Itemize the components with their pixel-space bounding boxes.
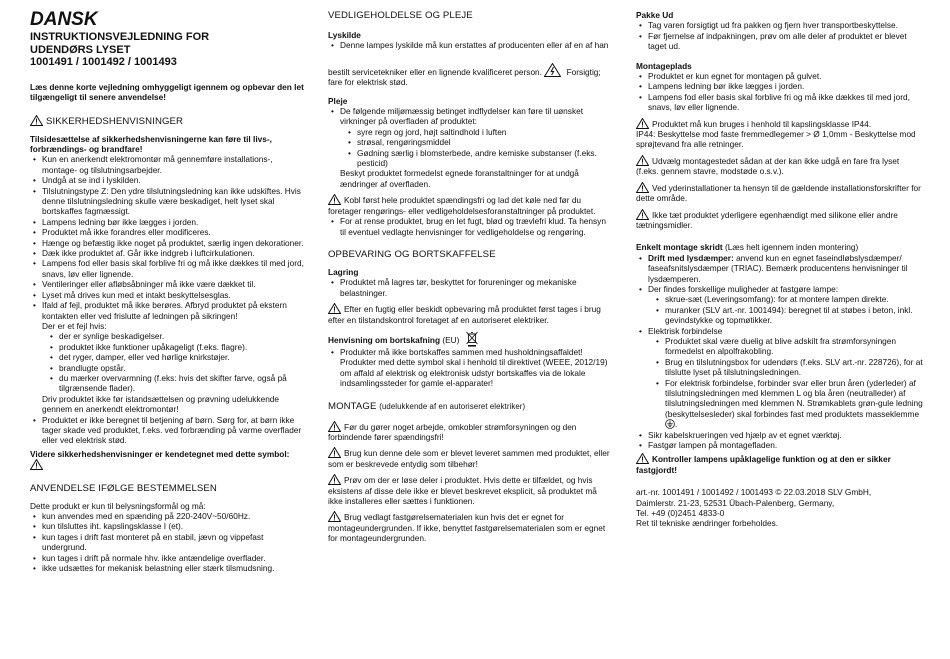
- list-item: • Produktet må ikke forandres eller modificeres.: [42, 227, 305, 237]
- silicone-note: Ikke tæt produktet yderligere egenhændigt med silikone eller andre tætningsmidler.: [636, 209, 898, 230]
- list-item: • Lampens ledning bør ikke lægges i jorden.: [648, 81, 924, 91]
- list-item: • Dæk ikke produktet af. Går ikke indgreb i luftcirkulationen.: [42, 248, 305, 258]
- warning-icon: [30, 459, 43, 470]
- safety-heading: SIKKERHEDSHENVISNINGER: [30, 115, 305, 128]
- storage-list: [328, 277, 610, 298]
- check-note: Kontroller lampens upåklagelige funktion og at den er sikker fastgjordt!: [636, 454, 891, 475]
- safety-lead: Tilsidesættelse af sikkerhedshenvisningerne kan føre til livs-, forbrændings- og brandfare!: [30, 133, 272, 154]
- storage-heading: OPBEVARING OG BORTSKAFFELSE: [328, 248, 496, 260]
- lightsource-list: [328, 40, 610, 50]
- list-item: • kun tages i drift på normale hhv. ikke antændelige overflader.: [42, 553, 305, 563]
- sub-item: • muranker (SLV art.-nr. 1001494): beregnet til at støbes i beton, inkl. gevindstykke og topmøtikker.: [665, 305, 924, 326]
- list-item: • Kun en anerkendt elektromontør må gennemføre installations-, montage- og tilslutningsarbejder.: [42, 154, 305, 175]
- document-title: [30, 31, 305, 69]
- list-item: • Lampens ledning bør ikke lægges i jorden.: [42, 217, 305, 227]
- cool-note: Kobl først hele produktet spændingsfri og lad det køle ned før du foretager rengørings- eller vedligeholdelsesforanstaltninger på produktet.: [328, 195, 596, 216]
- assembly-note: Før du gører noget arbejde, omkobler strømforsyningen og den forbindende fører spændingsfri!: [328, 421, 577, 442]
- warning-icon: [30, 115, 43, 126]
- warning-icon: [328, 194, 341, 205]
- footer-line: Daimlerstr. 21-23, 52531 Übach-Palenberg, Germany,: [636, 497, 835, 508]
- maintenance-heading: VEDLIGEHOLDELSE OG PLEJE: [328, 10, 473, 21]
- intro-text: Læs denne korte vejledning omhyggeligt igennem og opbevar den let tilgængeligt til senere anvendelse!: [30, 81, 304, 103]
- care-sublist: [344, 127, 610, 169]
- clean-list: [328, 216, 610, 237]
- warning-icon: [328, 511, 341, 522]
- warning-icon: [328, 303, 341, 314]
- list-item: • Lampens fod eller basis skal forblive fri og må ikke dækkes til med jord, snavs, løv eller lignende.: [648, 92, 924, 113]
- list-item: • Lampens fod eller basis skal forblive fri og må ikke dækkes til med jord, snavs, løv eller lignende.: [42, 258, 305, 279]
- list-item: • Lyset må drives kun med et intakt beskyttelsesglas.: [42, 290, 305, 300]
- sub-item: • syre regn og jord, højt saltindhold i luften: [357, 127, 610, 137]
- assembly-note: Prøv om der er løse deler i produktet. Hvis dette er tilfældet, og hvis eksistens af disse dele ikke er blevet beskrevet eksplicit, så produktet må ikke installeres eller sættes i funktionen.: [328, 475, 597, 506]
- list-item: • kun tages i drift fast monteret på en stabil, jævn og vippefast undergrund.: [42, 532, 305, 553]
- connection-sublist: [652, 336, 924, 430]
- list-item: • Drift med lysdæmper: anvend kun en egnet faseindløbslysdæmper/ faseafsnitslysdæmper (TRIAC). Bemærk producentens henvisninger til lysdæmperen.: [648, 253, 924, 284]
- list-item: • Tag varen forsigtigt ud fra pakken og fjern hver transportbeskyttelse.: [648, 20, 924, 30]
- sub-item: • For elektrisk forbindelse, forbinder svar eller brun åren (yderleder) af tilslutningsledningen med klemmen L og bla åren (neutralleder) af tilslutningsledningen med klemmen N. Strømkablets grøn-gule ledning (beskyttelsesleder) skal forbindes fast med produktets masseklemme .: [665, 378, 924, 430]
- care-list: [328, 106, 610, 189]
- list-item-damage: • Ifald af fejl, produktet må ikke berøres. Afbryd produktet på ekstern kontakten eller ved frislutte af ledningen på sikringen! Der er et fejl hvis: • der er synlige beskadigelser. • produktet ikke funktioner upåkageligt (f.eks. flagre). • det ryger, damper, eller ved hørlige knirkstøjer. • brandlugte opstår. • du mærker overvarmning (f.eks: hvis det skifter farve, også på tilgrænsende flader). Driv produktet ikke før istandsættelsen og prøvning udelukkende gennem en anerkendt elektromontør!: [42, 300, 305, 414]
- list-item: • ikke udsættes for mekanisk belastning eller stærk tilsmudsning.: [42, 563, 305, 573]
- warning-icon: [328, 474, 341, 485]
- list-item: • Elektrisk forbindelse • Produktet skal være duelig at blive adskilt fra strømforsyningen formedelst en alpolfrakobling. • Brug en tilslutningsbox for udendørs (f.eks. SLV art.-nr. 228726), for at tilslutte lyset på tilslutningsledningen. • For elektrisk forbindelse, forbinder svar eller brun åren (yderleder) af tilslutningsledningen med klemmen L og bla åren (neutralleder) af tilslutningsledningen med klemmen N. Strømkablets grøn-gule ledning (beskyttelsesleder) skal forbindes fast med produktets masseklemme .: [648, 326, 924, 430]
- warning-icon: [328, 421, 341, 432]
- care-heading: Pleje: [328, 95, 348, 106]
- usage-heading: ANVENDELSE IFØLGE BESTEMMELSEN: [30, 482, 217, 494]
- assembly-note: Brug kun denne dele som er blevet leveret sammen med produktet, eller som er beskrevede entydig som tilbehør!: [328, 448, 610, 469]
- list-item: • Produktet er kun egnet for montagen på gulvet.: [648, 71, 924, 81]
- disposal-list: [328, 347, 610, 389]
- ip-note: Produktet må kun bruges i henhold til kapslingsklasse IP44.: [636, 118, 924, 129]
- lightsource-continued: bestilt servicetekniker eller en lignende kvalificeret person. Forsigtig; fare for elektrisk stød.: [328, 63, 610, 88]
- list-item: • Hænge og befæstig ikke noget på produktet, særlig ingen dekorationer.: [42, 238, 305, 248]
- list-item: • Før fjernelse af indpakningen, prøv om alle deler af produktet er blevet taget ud.: [648, 31, 924, 52]
- electric-shock-icon: [544, 63, 561, 77]
- storage-subheading: Lagring: [328, 266, 359, 277]
- ground-note: Udvælg montagestedet sådan at der kan ikke udgå en fare fra lyset (f.eks. gennem stavre, modstøde o.s.v.).: [636, 155, 900, 177]
- list-item: • kun tilsluttes iht. kapslingsklasse I (et).: [42, 521, 305, 531]
- symbol-note: Videre sikkerhedshenvisninger er kendetegnet med dette symbol:: [30, 449, 305, 471]
- list-item: • Undgå at se ind i lyskilden.: [42, 175, 305, 185]
- sub-item: • det ryger, damper, eller ved hørlige knirkstøjer.: [59, 352, 305, 362]
- sub-item: • skrue-sæt (Leveringsomfang): for at montere lampen direkte.: [665, 294, 924, 304]
- damage-sublist: [46, 331, 305, 393]
- sub-item: • Brug en tilslutningsbox for udendørs (f.eks. SLV art.-nr. 228726), for at tilslutte lyset på tilslutningsledningen.: [665, 357, 924, 378]
- crossed-bin-icon: [465, 331, 479, 347]
- sub-item: • strøsal, rengøringsmiddel: [357, 137, 610, 147]
- warning-icon: [636, 182, 649, 193]
- unpack-list: [636, 20, 924, 51]
- safety-list: [30, 154, 305, 445]
- title-line-1: INSTRUKTIONSVEJLEDNING FOR: [30, 31, 210, 43]
- column-3: [636, 10, 924, 529]
- fixing-sublist: [652, 294, 924, 325]
- list-item: • Sikr kabelskrueringen ved hjælp av et egnet værktøj.: [648, 430, 924, 440]
- location-heading: Montageplads: [636, 60, 692, 71]
- list-item: • Tilslutningstype Z: Den ydre tilslutningsledning kan ikke udskiftes. Hvis denne tilslutningsledning skulle være beskadiget, helt lyset skal bortskaffes fagmæssigt.: [42, 186, 305, 217]
- list-item: • Produkter må ikke bortskaffes sammen med husholdningsaffaldet! Produkter med dette symbol skal i henhold til direktivet (WEEE, 2012/19) om affald af elektrisk og elektronisk udstyr bortskaffes via de lokale indsamlingssteder for gamle el-apparater!: [340, 347, 610, 389]
- warning-icon: [328, 447, 341, 458]
- list-item: • Denne lampes lyskilde må kun erstattes af producenten eller af en af han: [340, 40, 610, 50]
- steps-list: [636, 253, 924, 451]
- location-list: [636, 71, 924, 113]
- storage-note: Efter en fugtig eller beskidt opbevaring må produktet først tages i brug efter en tilstandskontrol foretaget af en autoriseret elektriker.: [328, 304, 601, 325]
- sub-item: • produktet ikke funktioner upåkageligt (f.eks. flagre).: [59, 342, 305, 352]
- disposal-heading: Henvisning om bortskafning (EU): [328, 331, 610, 347]
- ground-symbol-icon: [665, 419, 675, 429]
- sub-item: • du mærker overvarmning (f.eks: hvis det skifter farve, også på tilgrænsende flader).: [59, 373, 305, 394]
- lines-note: Ved yderinstallationer ta hensyn til de gældende installationsforskrifter for dette område.: [636, 182, 921, 204]
- assembly-note: Brug vedlagt fastgørelsematerialen kun hvis det er egnet for montageundergrunden. If ikke, benyttet fastgørelsematerialen som er egnet for montageundergrunden.: [328, 512, 606, 544]
- list-item: • Produktet er ikke beregnet til betjening af børn. Sørg for, at børn ikke tager skade ved produktet, f.eks. ved forbrænding på varme overflader eller ved elektrisk stød.: [42, 415, 305, 446]
- list-item: • Der findes forskellige muligheder at fastgøre lampe: • skrue-sæt (Leveringsomfang): for at montere lampen direkte. • muranker (SLV art.-nr. 1001494): beregnet til at støbes i beton, inkl. gevindstykke og topmøtikker.: [648, 284, 924, 326]
- footer: [636, 487, 924, 529]
- footer-line: Tel. +49 (0)2451 4833-0: [636, 508, 725, 519]
- sub-item: • Gødning særlig i blomsterbede, andre kemiske substanser (f.eks. pesticid): [357, 148, 610, 169]
- warning-icon: [636, 453, 649, 464]
- language-label: DANSK: [30, 9, 98, 30]
- warning-icon: [636, 209, 649, 220]
- list-item: • Produktet må lagres tør, beskyttet for forureninger og mekaniske belastninger.: [340, 277, 610, 298]
- article-numbers: 1001491 / 1001492 / 1001493: [30, 56, 177, 69]
- column-2: [328, 10, 610, 544]
- lightsource-heading: Lyskilde: [328, 30, 361, 40]
- footer-line: Ret til tekniske ændringer forbeholdes.: [636, 518, 779, 529]
- warning-icon: [636, 118, 649, 129]
- steps-heading: Enkelt montage skridt (Læs helt igennem inden montering): [636, 242, 859, 253]
- sub-item: • der er synlige beskadigelser.: [59, 331, 305, 341]
- footer-line: art.-nr. 1001491 / 1001492 / 1001493 © 22.03.2018 SLV GmbH,: [636, 487, 872, 498]
- sub-item: • Produktet skal være duelig at blive adskilt fra strømforsyningen formedelst en alpolfrakobling.: [665, 336, 924, 357]
- assembly-heading: MONTAGE (udelukkende af en autoriseret elektriker): [328, 400, 526, 412]
- unpack-heading: Pakke Ud: [636, 10, 674, 20]
- list-item: • Ventileringer eller afløbsåbninger må ikke være dækket til.: [42, 279, 305, 289]
- ip-detail: IP44: Beskyttelse mod faste fremmedlegemer > Ø 1,0mm - Beskyttelse mod sprøjtevand fra alle retninger.: [636, 129, 916, 150]
- warning-icon: [636, 155, 649, 166]
- sub-item: • brandlugte opstår.: [59, 363, 305, 373]
- title-line-2: UDENDØRS LYSET: [30, 43, 131, 56]
- usage-list: [30, 511, 305, 573]
- column-1: [30, 10, 305, 573]
- list-item: • De følgende miljømæssig betinget indflydelser kan føre til uønsket virkninger på overfladen af produktet: • syre regn og jord, højt saltindhold i luften • strøsal, rengøringsmiddel • Gødning særlig i blomsterbede, andre kemiske substanser (f.eks. pesticid) Beskyt produktet formedelst egnede foranstaltninger for at undgå ændringer af overfladen.: [340, 106, 610, 189]
- usage-lead: Dette produkt er kun til belysningsformål og må:: [30, 500, 206, 511]
- list-item: • kun anvendes med en spænding på 220-240V~50/60Hz.: [42, 511, 305, 521]
- list-item: • For at rense produktet, brug en let fugt, blød og trævlefri klud. Ta hensyn til eventuel vedlagte henvisninger for vedligeholdelse og rengøring.: [340, 216, 610, 237]
- list-item: • Fastgør lampen på montagefladen.: [648, 440, 924, 450]
